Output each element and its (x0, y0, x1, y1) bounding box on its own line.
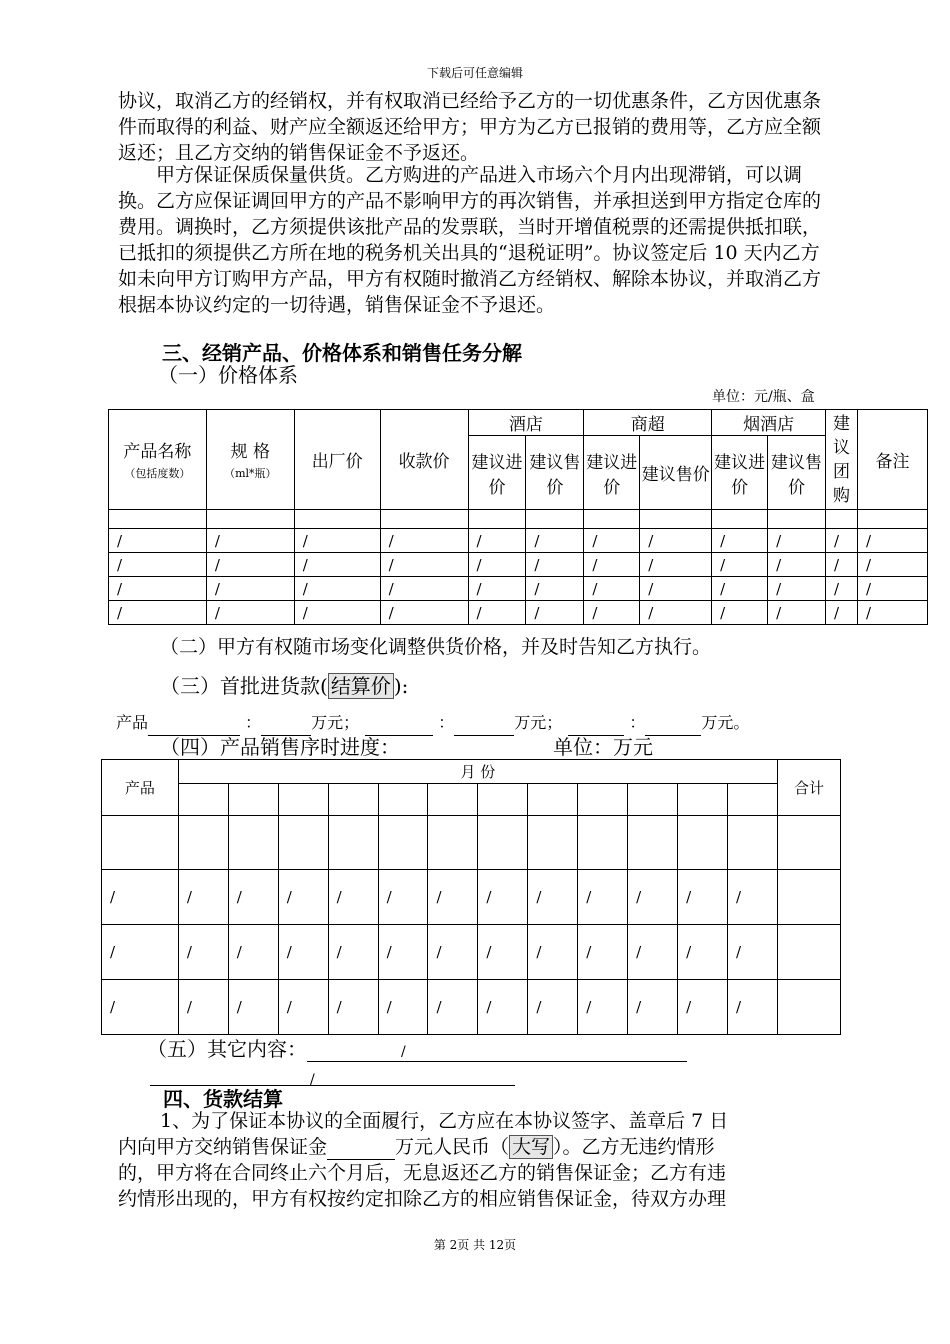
table-cell: / (378, 925, 428, 980)
section4-title: 四、货款结算 (163, 1087, 283, 1111)
table-cell (628, 816, 678, 870)
amount-blank-1[interactable] (261, 715, 311, 736)
amount-blank-3[interactable] (645, 715, 701, 736)
month-cell (328, 784, 378, 816)
table-cell: / (178, 925, 228, 980)
month-cell (678, 784, 728, 816)
table-cell (102, 816, 179, 870)
header-factory-price: 出厂价 (294, 410, 380, 510)
sales-unit-label: 单位：万元 (553, 735, 653, 759)
table-cell: / (640, 553, 712, 577)
table-row (102, 925, 841, 980)
table-cell: / (328, 870, 378, 925)
header-total: 合计 (777, 760, 840, 816)
table-cell: / (768, 577, 826, 601)
table-cell: / (528, 925, 578, 980)
product-blank-2[interactable] (365, 715, 433, 736)
table-cell: / (528, 870, 578, 925)
table-cell: / (826, 577, 858, 601)
table-cell: / (712, 553, 768, 577)
table-cell: / (228, 870, 278, 925)
table-cell: / (478, 925, 528, 980)
table-cell (428, 816, 478, 870)
month-cell (278, 784, 328, 816)
table-cell: / (178, 980, 228, 1035)
deposit-amount-blank[interactable] (327, 1139, 395, 1160)
table-cell: / (712, 529, 768, 553)
table-cell: / (678, 980, 728, 1035)
month-cell (728, 784, 778, 816)
section4-line4: 约情形出现的，甲方有权按约定扣除乙方的相应销售保证金，待双方办理 (118, 1188, 727, 1210)
table-cell: / (206, 529, 294, 553)
table-cell (528, 816, 578, 870)
table-cell: / (294, 601, 380, 625)
sales-progress-table (101, 759, 841, 1035)
month-cell (628, 784, 678, 816)
section3-sub5: （五）其它内容： / (147, 1036, 687, 1062)
table-cell: / (768, 553, 826, 577)
section4-line3: 的，甲方将在合同终止六个月后，无息返还乙方的销售保证金；乙方有违 (118, 1162, 727, 1184)
header-supermarket-suggest-sell: 建议售价 (640, 436, 712, 510)
table-cell: / (640, 529, 712, 553)
table-cell: / (468, 553, 526, 577)
table-cell: / (826, 601, 858, 625)
table-cell: / (584, 577, 640, 601)
table-row (102, 870, 841, 925)
table-cell (228, 816, 278, 870)
month-cell (428, 784, 478, 816)
table-cell: / (728, 980, 778, 1035)
table-cell (777, 980, 840, 1035)
table-cell: / (826, 553, 858, 577)
table-cell: / (526, 529, 584, 553)
table-cell: / (584, 553, 640, 577)
header-remark: 备注 (857, 410, 927, 510)
payment-line: 产品 ： 万元； ： 万元； ： 万元。 (116, 710, 749, 736)
table-cell (378, 816, 428, 870)
table-cell: / (678, 870, 728, 925)
table-row (109, 553, 928, 577)
table-cell: / (584, 529, 640, 553)
header-product-name-note: （包括度数） (124, 467, 191, 480)
section3-title: 三、经销产品、价格体系和销售任务分解 (162, 341, 522, 365)
table-row (109, 577, 928, 601)
table-cell: / (857, 529, 927, 553)
table-cell: / (294, 553, 380, 577)
header-hotel-suggest-in: 建议进价 (468, 436, 526, 510)
header-supermarket-suggest-in: 建议进价 (584, 436, 640, 510)
table-cell: / (578, 870, 628, 925)
page-header: 下载后可任意编辑 (426, 66, 523, 80)
table-cell (777, 925, 840, 980)
table-cell: / (628, 870, 678, 925)
header-liquor-suggest-sell: 建议售价 (768, 436, 826, 510)
table-cell: / (378, 980, 428, 1035)
month-cell (228, 784, 278, 816)
amount-blank-2[interactable] (454, 715, 514, 736)
table-cell: / (102, 870, 179, 925)
header-receipt-price: 收款价 (380, 410, 468, 510)
table-cell: / (428, 925, 478, 980)
table-cell: / (206, 577, 294, 601)
header-spec-note: （ml*瓶） (224, 467, 277, 480)
price-table (108, 409, 928, 625)
table-cell: / (380, 577, 468, 601)
table-cell: / (526, 553, 584, 577)
table-cell: / (526, 577, 584, 601)
table-cell: / (109, 553, 207, 577)
other-content-blank[interactable]: / (307, 1041, 687, 1062)
table-cell: / (578, 925, 628, 980)
table-cell: / (478, 870, 528, 925)
table-cell: / (428, 870, 478, 925)
table-cell: / (228, 925, 278, 980)
table-cell: / (712, 601, 768, 625)
section4-line1: 1、为了保证本协议的全面履行，乙方应在本协议签字、盖章后 7 日 (160, 1110, 729, 1132)
section3-sub4: （四）产品销售序时进度： (160, 735, 400, 759)
month-cell (528, 784, 578, 816)
table-cell (728, 816, 778, 870)
product-blank-1[interactable] (148, 715, 240, 736)
page-footer: 第 2页 共 12页 (433, 1238, 517, 1252)
section4-line2: 内向甲方交纳销售保证金 万元人民币（ 大写 ）。乙方无违约情形 (118, 1136, 715, 1158)
table-cell: / (526, 601, 584, 625)
month-cell (578, 784, 628, 816)
table-cell: / (628, 925, 678, 980)
table-cell: / (328, 925, 378, 980)
table-cell: / (278, 870, 328, 925)
table-cell (328, 816, 378, 870)
header-hotel-suggest-sell: 建议售价 (526, 436, 584, 510)
table-cell: / (109, 601, 207, 625)
table-cell: / (712, 577, 768, 601)
header-product: 产品 (102, 760, 179, 816)
table-cell: / (468, 577, 526, 601)
table-row (109, 510, 928, 529)
table-cell (578, 816, 628, 870)
table-cell (178, 816, 228, 870)
header-liquor-store: 烟酒店 (712, 410, 826, 436)
table-cell: / (478, 980, 528, 1035)
product-blank-3[interactable] (568, 715, 624, 736)
table-cell: / (109, 529, 207, 553)
table-cell: / (857, 601, 927, 625)
table-cell: / (584, 601, 640, 625)
section3-sub1: （一）价格体系 (158, 363, 298, 387)
header-spec: 规 格 （ml*瓶） (206, 410, 294, 510)
table-cell (478, 816, 528, 870)
table-cell: / (857, 577, 927, 601)
table-cell: / (380, 601, 468, 625)
table-cell: / (428, 980, 478, 1035)
table-cell: / (578, 980, 628, 1035)
table-cell: / (206, 601, 294, 625)
paragraph-quality-supply: 甲方保证保质保量供货。乙方购进的产品进入市场六个月内出现滞销，可以调换。乙方应保证调回甲方的产品不影响甲方的再次销售，并承担送到甲方指定仓库的费用。调换时，乙方须提供该批产品的发票联，当时开增值税票的还需提供抵扣联，已抵扣的须提供乙方所在地的税务机关出具的“退税证明”。协议签定后 10 天内乙方如未向甲方订购甲方产品，甲方有权随时撤消乙方经销权、解除本协议，并取消乙方根据本协议约定的一切待遇，销售保证金不予退还。 (118, 164, 822, 316)
table-cell (777, 816, 840, 870)
table-cell: / (378, 870, 428, 925)
table-cell: / (228, 980, 278, 1035)
table-cell: / (468, 529, 526, 553)
price-unit-label: 单位：元/瓶、盒 (712, 389, 815, 405)
table-cell: / (380, 553, 468, 577)
table-cell: / (109, 577, 207, 601)
table-cell: / (328, 980, 378, 1035)
table-cell: / (640, 577, 712, 601)
table-cell: / (768, 601, 826, 625)
table-cell (678, 816, 728, 870)
month-cell (378, 784, 428, 816)
table-cell: / (857, 553, 927, 577)
table-cell: / (728, 870, 778, 925)
table-cell: / (468, 601, 526, 625)
header-month: 月 份 (178, 760, 777, 784)
table-cell: / (278, 925, 328, 980)
paragraph-cancel-rights: 协议，取消乙方的经销权，并有权取消已经给予乙方的一切优惠条件，乙方因优惠条件而取得的利益、财产应全额返还给甲方；甲方为乙方已报销的费用等，乙方应全额返还；且乙方交纳的销售保证金不予返还。 (118, 90, 822, 164)
table-row (109, 601, 928, 625)
table-cell: / (728, 925, 778, 980)
table-cell: / (628, 980, 678, 1035)
table-cell: / (528, 980, 578, 1035)
table-cell (278, 816, 328, 870)
header-supermarket: 商超 (584, 410, 712, 436)
section3-sub2: （二）甲方有权随市场变化调整供货价格，并及时告知乙方执行。 (160, 636, 712, 658)
uppercase-amount-field[interactable]: 大写 (509, 1135, 553, 1159)
table-cell: / (678, 925, 728, 980)
table-cell: / (768, 529, 826, 553)
table-row (102, 980, 841, 1035)
table-cell (777, 870, 840, 925)
section3-sub3: （三）首批进货款( 结算价 ): (160, 674, 409, 698)
month-cell (478, 784, 528, 816)
table-row (109, 529, 928, 553)
table-cell: / (102, 980, 179, 1035)
other-content-blank-2[interactable]: / (150, 1065, 515, 1086)
table-cell: / (278, 980, 328, 1035)
header-product-name: 产品名称 （包括度数） (109, 410, 207, 510)
table-cell: / (206, 553, 294, 577)
month-cell (178, 784, 228, 816)
table-cell: / (294, 577, 380, 601)
header-liquor-suggest-in: 建议进价 (712, 436, 768, 510)
table-cell: / (102, 925, 179, 980)
settlement-price-field[interactable]: 结算价 (328, 673, 394, 699)
table-cell: / (640, 601, 712, 625)
table-cell: / (294, 529, 380, 553)
table-cell: / (380, 529, 468, 553)
header-hotel: 酒店 (468, 410, 584, 436)
table-cell: / (178, 870, 228, 925)
table-cell: / (826, 529, 858, 553)
table-row (102, 816, 841, 870)
header-group-buy: 建议团购 (826, 410, 858, 510)
